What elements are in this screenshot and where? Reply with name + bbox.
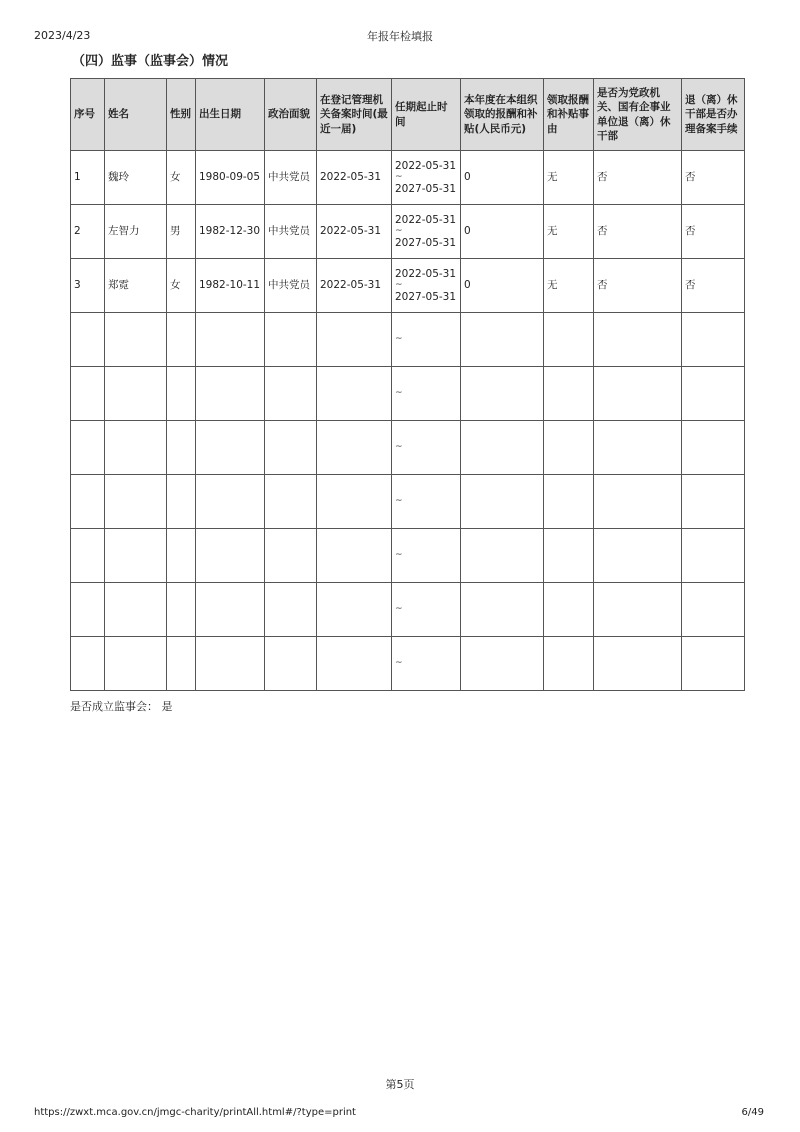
empty-cell (105, 367, 167, 421)
empty-cell (461, 367, 544, 421)
cell-procedure: 否 (682, 205, 745, 259)
empty-cell (461, 475, 544, 529)
empty-term-cell (392, 583, 461, 637)
empty-cell (167, 313, 196, 367)
cell-retired: 否 (594, 205, 682, 259)
empty-cell (544, 529, 594, 583)
empty-cell (682, 367, 745, 421)
empty-cell (544, 421, 594, 475)
empty-cell (594, 421, 682, 475)
empty-cell (317, 475, 392, 529)
cell-gender: 男 (167, 205, 196, 259)
col-header-filing: 在登记管理机关备案时间(最近一届) (317, 79, 392, 151)
col-header-pay: 本年度在本组织领取的报酬和补贴(人民币元) (461, 79, 544, 151)
empty-cell (105, 583, 167, 637)
empty-term-cell (392, 637, 461, 691)
empty-cell (71, 313, 105, 367)
cell-term (392, 151, 461, 205)
supervisory-board-value: 是 (161, 700, 173, 713)
empty-term-cell (392, 529, 461, 583)
empty-cell (265, 583, 317, 637)
empty-cell (317, 313, 392, 367)
cell-seq: 2 (71, 205, 105, 259)
empty-row (71, 313, 745, 367)
cell-retired: 否 (594, 259, 682, 313)
empty-cell (544, 367, 594, 421)
empty-cell (167, 529, 196, 583)
cell-reason: 无 (544, 259, 594, 313)
empty-cell (265, 421, 317, 475)
empty-cell (594, 637, 682, 691)
page-count: 6/49 (741, 1107, 764, 1118)
cell-birth: 1982-10-11 (196, 259, 265, 313)
term-separator: ~ (395, 550, 403, 561)
empty-cell (265, 313, 317, 367)
empty-cell (71, 529, 105, 583)
empty-cell (682, 421, 745, 475)
cell-procedure: 否 (682, 259, 745, 313)
cell-term (392, 205, 461, 259)
col-header-reason: 领取报酬和补贴事由 (544, 79, 594, 151)
cell-term (392, 259, 461, 313)
header-row (71, 79, 745, 151)
cell-procedure: 否 (682, 151, 745, 205)
supervisory-board-status (70, 698, 173, 714)
empty-cell (594, 529, 682, 583)
empty-row (71, 367, 745, 421)
cell-pay: 0 (461, 259, 544, 313)
print-date: 2023/4/23 (34, 29, 91, 42)
empty-cell (196, 367, 265, 421)
empty-cell (167, 475, 196, 529)
empty-row (71, 583, 745, 637)
empty-cell (544, 583, 594, 637)
empty-cell (196, 529, 265, 583)
empty-cell (196, 475, 265, 529)
term-start: 2022-05-31 (395, 160, 457, 173)
empty-cell (317, 637, 392, 691)
term-separator: ~ (395, 496, 403, 507)
empty-cell (196, 583, 265, 637)
cell-reason: 无 (544, 151, 594, 205)
term-separator: ~ (395, 226, 403, 237)
empty-cell (265, 475, 317, 529)
empty-cell (682, 475, 745, 529)
empty-cell (196, 637, 265, 691)
table-row (71, 259, 745, 313)
empty-cell (317, 421, 392, 475)
cell-gender: 女 (167, 151, 196, 205)
empty-cell (682, 583, 745, 637)
empty-cell (317, 583, 392, 637)
empty-cell (461, 421, 544, 475)
empty-cell (167, 637, 196, 691)
supervisors-table (70, 78, 745, 691)
cell-retired: 否 (594, 151, 682, 205)
cell-birth: 1982-12-30 (196, 205, 265, 259)
page-number: 第5页 (385, 1078, 415, 1091)
empty-cell (105, 475, 167, 529)
cell-pay: 0 (461, 151, 544, 205)
cell-party: 中共党员 (265, 205, 317, 259)
cell-party: 中共党员 (265, 151, 317, 205)
term-end: 2027-05-31 (395, 290, 457, 303)
cell-party: 中共党员 (265, 259, 317, 313)
empty-cell (594, 583, 682, 637)
col-header-retired: 是否为党政机关、国有企事业单位退（离）休干部 (594, 79, 682, 151)
empty-cell (594, 367, 682, 421)
empty-cell (71, 583, 105, 637)
col-header-procedure: 退（离）休干部是否办理备案手续 (682, 79, 745, 151)
term-start: 2022-05-31 (395, 214, 457, 227)
empty-cell (461, 583, 544, 637)
empty-cell (105, 421, 167, 475)
cell-pay: 0 (461, 205, 544, 259)
empty-term-cell (392, 313, 461, 367)
empty-cell (105, 313, 167, 367)
print-title: 年报年检填报 (367, 30, 433, 43)
empty-cell (544, 475, 594, 529)
empty-cell (71, 475, 105, 529)
cell-gender: 女 (167, 259, 196, 313)
empty-cell (196, 313, 265, 367)
col-header-seq: 序号 (71, 79, 105, 151)
term-separator: ~ (395, 388, 403, 399)
empty-cell (461, 529, 544, 583)
empty-row (71, 637, 745, 691)
section-title: （四）监事（监事会）情况 (72, 54, 229, 69)
empty-cell (317, 529, 392, 583)
term-end: 2027-05-31 (395, 182, 457, 195)
empty-term-cell (392, 475, 461, 529)
empty-cell (71, 367, 105, 421)
empty-cell (544, 313, 594, 367)
table-row (71, 205, 745, 259)
col-header-birth: 出生日期 (196, 79, 265, 151)
empty-cell (71, 421, 105, 475)
cell-filing: 2022-05-31 (317, 205, 392, 259)
cell-seq: 3 (71, 259, 105, 313)
empty-row (71, 421, 745, 475)
cell-birth: 1980-09-05 (196, 151, 265, 205)
cell-name: 魏玲 (105, 151, 167, 205)
empty-cell (265, 529, 317, 583)
empty-cell (317, 367, 392, 421)
empty-cell (167, 421, 196, 475)
empty-cell (594, 313, 682, 367)
cell-name: 左智力 (105, 205, 167, 259)
col-header-party: 政治面貌 (265, 79, 317, 151)
term-separator: ~ (395, 334, 403, 345)
cell-filing: 2022-05-31 (317, 259, 392, 313)
table-row (71, 151, 745, 205)
term-separator: ~ (395, 280, 403, 291)
empty-cell (265, 367, 317, 421)
cell-reason: 无 (544, 205, 594, 259)
empty-cell (682, 313, 745, 367)
term-separator: ~ (395, 172, 403, 183)
col-header-gender: 性别 (167, 79, 196, 151)
term-start: 2022-05-31 (395, 268, 457, 281)
empty-row (71, 475, 745, 529)
empty-row (71, 529, 745, 583)
supervisory-board-label: 是否成立监事会： (70, 700, 158, 713)
term-separator: ~ (395, 442, 403, 453)
cell-name: 郑霓 (105, 259, 167, 313)
empty-cell (682, 529, 745, 583)
empty-cell (461, 637, 544, 691)
empty-cell (71, 637, 105, 691)
page-url: https://zwxt.mca.gov.cn/jmgc-charity/printAll.html#/?type=print (34, 1107, 356, 1118)
empty-cell (105, 529, 167, 583)
empty-cell (594, 475, 682, 529)
empty-cell (167, 583, 196, 637)
empty-cell (544, 637, 594, 691)
term-separator: ~ (395, 604, 403, 615)
col-header-term: 任期起止时间 (392, 79, 461, 151)
cell-filing: 2022-05-31 (317, 151, 392, 205)
empty-term-cell (392, 421, 461, 475)
empty-cell (167, 367, 196, 421)
empty-term-cell (392, 367, 461, 421)
term-end: 2027-05-31 (395, 236, 457, 249)
term-separator: ~ (395, 658, 403, 669)
empty-cell (196, 421, 265, 475)
cell-seq: 1 (71, 151, 105, 205)
col-header-name: 姓名 (105, 79, 167, 151)
empty-cell (461, 313, 544, 367)
empty-cell (682, 637, 745, 691)
empty-cell (265, 637, 317, 691)
empty-cell (105, 637, 167, 691)
